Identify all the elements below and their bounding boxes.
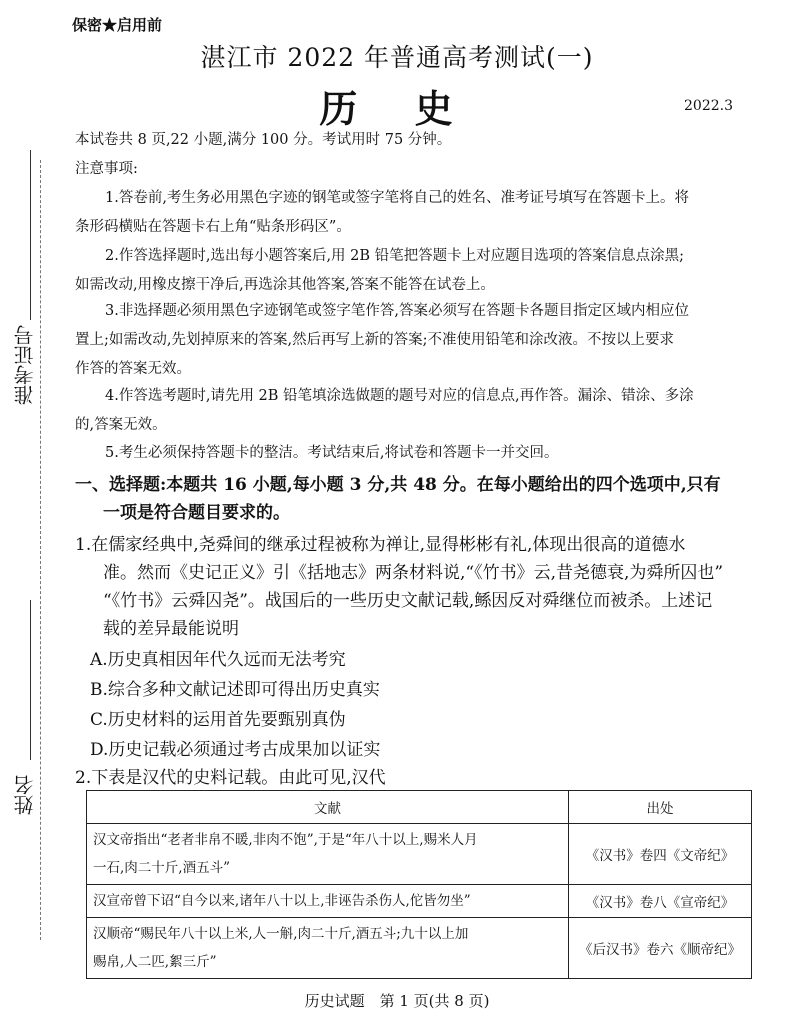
note-line: 置上;如需改动,先划掉原来的答案,然后再写上新的答案;不准使用铅笔和涂改液。不按以上要求 <box>75 332 674 348</box>
binding-dotted-line <box>40 160 41 940</box>
column-header-source: 出处 <box>569 791 752 824</box>
note-line: 4.作答选考题时,请先用 2B 铅笔填涂选做题的题号对应的信息点,再作答。漏涂、错涂、多涂 <box>105 388 694 404</box>
notes-title: 注意事项: <box>75 161 138 177</box>
question-1-stem: “《竹书》云舜囚尧”。战国后的一些历史文献记载,鲧因反对舜继位而被杀。上述记 <box>103 591 713 611</box>
exam-intro: 本试卷共 8 页,22 小题,满分 100 分。考试用时 75 分钟。 <box>75 132 452 148</box>
table-row <box>87 885 752 918</box>
table-row <box>87 824 752 885</box>
document-text: 一石,肉二十斤,酒五斗” <box>93 860 230 876</box>
section-heading: 一项是符合题目要求的。 <box>103 503 290 523</box>
question-2-stem: 2.下表是汉代的史料记载。由此可见,汉代 <box>75 768 386 788</box>
page-footer: 历史试题 第 1 页(共 8 页) <box>304 992 490 1010</box>
document-cell <box>87 918 569 979</box>
name-write-line <box>30 600 31 760</box>
question-1-stem: 载的差异最能说明 <box>103 619 239 639</box>
source-table <box>86 790 752 979</box>
exam-title: 湛江市 2022 年普通高考测试(一) <box>200 43 594 72</box>
question-1-stem: 准。然而《史记正义》引《括地志》两条材料说,“《竹书》云,昔尧德衰,为舜所囚也” <box>103 563 724 583</box>
section-heading: 一、选择题:本题共 16 小题,每小题 3 分,共 48 分。在每小题给出的四个选项中,只有 <box>75 475 721 495</box>
note-line: 条形码横贴在答题卡右上角“贴条形码区”。 <box>75 219 351 235</box>
source-cell: 《汉书》卷四《文帝纪》 <box>569 824 752 885</box>
source-cell: 《汉书》卷八《宣帝纪》 <box>569 885 752 918</box>
document-cell <box>87 885 569 918</box>
question-1-stem: 1.在儒家经典中,尧舜间的继承过程被称为禅让,显得彬彬有礼,体现出很高的道德水 <box>75 535 686 555</box>
question-1-option-d: D.历史记载必须通过考古成果加以证实 <box>90 740 381 760</box>
note-line: 2.作答选择题时,选出每小题答案后,用 2B 铅笔把答题卡上对应题目选项的答案信息点涂黑; <box>105 248 685 264</box>
question-1-option-b: B.综合多种文献记述即可得出历史真实 <box>90 680 380 700</box>
column-header-document: 文献 <box>87 791 569 824</box>
note-line: 如需改动,用橡皮擦干净后,再选涂其他答案,答案不能答在试卷上。 <box>75 277 495 293</box>
question-1-option-a: A.历史真相因年代久远而无法考究 <box>90 650 346 670</box>
note-line: 作答的答案无效。 <box>75 361 191 377</box>
note-line: 的,答案无效。 <box>75 417 167 433</box>
document-text: 汉文帝指出“老者非帛不暖,非肉不饱”,于是“年八十以上,赐米人月 <box>93 832 478 848</box>
question-1-option-c: C.历史材料的运用首先要甄别真伪 <box>90 710 346 730</box>
note-line: 1.答卷前,考生务必用黑色字迹的钢笔或签字笔将自己的姓名、准考证号填写在答题卡上。将 <box>105 190 689 206</box>
note-line: 5.考生必须保持答题卡的整洁。考试结束后,将试卷和答题卡一并交回。 <box>105 445 559 461</box>
name-label: 姓名 <box>13 775 37 815</box>
exam-date: 2022.3 <box>684 98 733 114</box>
table-header-row <box>87 791 752 824</box>
exam-id-label: 准考证号 <box>13 325 37 405</box>
exam-id-write-line <box>30 150 31 320</box>
source-cell: 《后汉书》卷六《顺帝纪》 <box>569 918 752 979</box>
document-text: 汉宣帝曾下诏“自今以来,诸年八十以上,非诬告杀伤人,佗皆勿坐” <box>93 893 471 909</box>
document-text: 汉顺帝“赐民年八十以上米,人一斛,肉二十斤,酒五斗;九十以上加 <box>93 926 469 942</box>
document-text: 赐帛,人二匹,絮三斤” <box>93 954 217 970</box>
confidential-label: 保密★启用前 <box>72 16 163 34</box>
note-line: 3.非选择题必须用黑色字迹钢笔或签字笔作答,答案必须写在答题卡各题目指定区域内相应位 <box>105 303 689 319</box>
document-cell <box>87 824 569 885</box>
table-row <box>87 918 752 979</box>
subject-title: 历 史 <box>319 86 475 131</box>
